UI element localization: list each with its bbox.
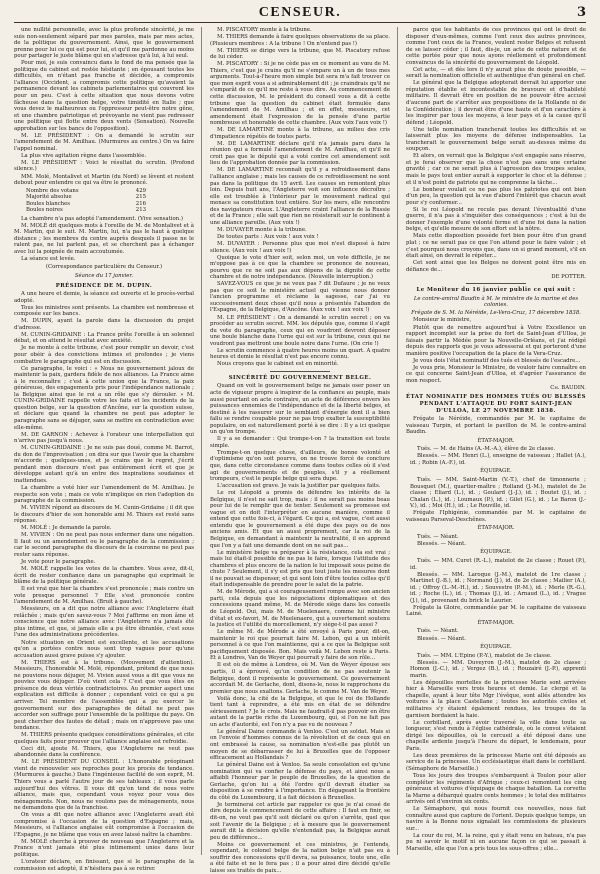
article-paragraph: Le corbillard, après avoir traversé la ville dans toute sa longueur, s'est rendu à l'église cathédrale, où le convoi s'étaient dirigé les dépouilles, où le cercueil a été déposé dans une chapelle ardente jusqu'à l'heure du départ, le lendemain, pour Paris. — [406, 719, 586, 752]
article-paragraph: M. PISCATORY : Si je ne cède pas en ce moment au vœu de M. Thiers, c'est que je crains qu'il ne s'empare un à un de tous mes arguments. Tout-à-l'heure mon simple but sera m'a fait trouver ce que mon esprit vous a si admirablement dit ; je craindrais qu'il ne s'emparât de ce qu'il me reste à vous dire. Au commencement de cette discussion, M. le président du conseil vous a dit à cette tribune que la question du cabinet était formulée dans l'amendement de M. Amilhau ; et en effet, messieurs, cet amendement était l'expression de la pensée d'une partie nombreuse et honorable de cette chambre. (Aux voix l'aux voix !) — [210, 61, 390, 127]
section-heading: ÉTAT NOMINATIF DES HOMMES TUÉS OU BLESSÉS PENDANT L'ATTAQUE DU FORT SAINT-JEAN D'ULLOA, LE 27 NOVEMBRE 1838. — [406, 394, 587, 414]
article-paragraph: M. PISCATORY monte à la tribune. — [217, 27, 312, 33]
article-paragraph: Je ne monte à cette tribune, c'est pour remplir un devoir, c'est pour obéir à des convictions intimes et profondes ; je viens combattre le paragraphe qui est en discussion. — [14, 345, 194, 365]
article-paragraph: M. VIVIEN : On ne peut pas nous enfermer dans une négation. Il faut ou un amendement ou le paragraphe de la commission ; car le second paragraphe du discours de la couronne ne peut pas rester sans réponse. — [14, 532, 194, 558]
article-paragraph: SAVEZ-VOUS ce que je ne veux pas ? dit Dufaure ; je ne veux pas que ce soit le ministère actuel qui vienne nous donner l'ancien programme et réclame la sagesse, car j'ai vu successivement deux chose qu'il nous a présentés l'abandon de l'Espagne, de la Belgique, d'Ancône. (Aux voix ! aux voix !) — [210, 281, 390, 314]
column-2 — [210, 27, 390, 874]
section-separator — [466, 283, 526, 284]
casualty-entry: Blessés. — MM. Henri (L.), enseigne de vaisseau ; Hallet (A.), id. ; Robin (A.-F.), id. — [410, 453, 586, 466]
article-paragraph: Je vous dois l'état nominatif des tués et blessés de l'escadre... — [413, 357, 581, 364]
article-paragraph: M. MOLÉ : Je demande la parole. — [21, 525, 112, 532]
column-divider — [397, 27, 398, 855]
article-paragraph: M. DE LAMARTINE reconnaît qu'il y a refroidissement dans l'alliance anglaise ; mais les causes de ce refroidissement ne sont pas dans la politique du 15 avril. Les causes en remontent plus loin. Depuis huit ans, l'Angleterre voit son influence décroître ; elle est troublée à l'intérieur par le mouvement radical qui menace sa constitution tout entière. Sur les mers, elle rencontre des navigateurs rivaux. L'Angleterre craint l'alliance de la Russie et de la France ; elle sait que rien ne résisterait sur le continent à une alliance pareille. (Aux voix !) — [210, 167, 390, 226]
article-paragraph: Trompe-t-on quelque chose, d'ailleurs, de bonne volonté et d'optimisme qu'on soit pourvu, on ne trouve forcé de conclure que, dans cette circonstance comme dans toutes celles où il s'est agi de gouvernements et de peuples, s'il y a réellement trompeurs, c'est le peuple belge qui sera dupe. — [210, 449, 390, 483]
article-paragraph: M. DUVAYER : Personne plus que moi n'est disposé à faire silence. (Aux voix ! aux voix !) — [210, 241, 390, 254]
article-paragraph: MM. Molé, Montalivet et Martin (du Nord) se lèvent et restent debout pour entendre ce qui va être le prononcé. — [14, 173, 194, 187]
article-paragraph: Frégate la Gloire, commandée par M. le capitaine de vaisseau Lainé. — [406, 604, 586, 618]
casualty-entry: Tués. — MM. Curet (R.-L.), matelot de 2e classe ; Rouet (P.), id. — [410, 558, 586, 571]
casualty-entry: Tués. — M. de Hains (A.-M.-A.), élève de 2e classe. — [417, 446, 556, 453]
article-paragraph: Quoique le vote d'hier soit, selon moi, un vote difficile, je ne m'oppose pas à ce que la chambre se prononce de nouveau, pourvu que ce ne soit pas aux dépens de la dignité de cette chambre et de notre indépendance. (Nouvelle interruption.) — [210, 254, 390, 281]
centered-note: ÉQUIPAGE. — [480, 468, 512, 475]
section-separator — [270, 371, 330, 372]
vote-count: 215 — [135, 194, 146, 201]
article-paragraph: Cet sont ainsi que les Belges ne doivent point être mis en défiance de... — [406, 260, 586, 273]
section-heading: SINCÉRITÉ DU GOUVERNEMENT BELGE. — [228, 374, 372, 381]
article-paragraph: Les deux premières de la princesse Marie ont été déposés au service de la princesse. Un ecclésiastique était dans le corbillard. (Sémaphore de Marseille.) — [406, 752, 586, 772]
article-paragraph: Quand on voit le gouvernement belge ne jamais oser poser un acte de vigueur propre à inspirer de la confiance au peuple, mais aussi pourtant on acte contraire, un acte de déférence envers les puissances ennemies de l'indépendance et de la liberté belges, et destiné à les rassurer sur le semblant d'énergie dont il a bien fallu se rendre coupable pour ne pas trop exalter la susceptibilité populaire, on est naturellement porté à se dire : Il y a ici quelque un qu'on trompe. — [210, 383, 390, 436]
vote-label: Nombre des votans — [26, 187, 79, 194]
article-paragraph: M. DUPIN, ayant la parole dans la discussion du projet d'adresse. — [14, 318, 194, 331]
article-paragraph: De toutes parts : Aux voix ! aux voix ! — [217, 233, 319, 240]
article-paragraph: Je vous prie, Monsieur le Ministre, de vouloir faire connaître en ce qui concerne Saint-Jean d'Ulloa, et d'agréer l'assurance de mon respect. — [406, 364, 587, 384]
article-paragraph: Le ministère belge va préparer à la résistance, cela est vrai ; mais lui était-il possible de ne pas le faire, lorsque l'attitude des chambres et plus encore de la nation le lui imposait sous peine de chute ? Seulement, il s'y est pris que tout juste les mesures dont il ne pouvait se dispenser, et qui sont loin d'être toutes celles qu'il était indispensable de prendre pour le salut de la patrie. — [210, 549, 390, 589]
article-paragraph: On vous a dit que notre alliance avec l'Angleterre avait été compromise à l'occasion de la question d'Espagne ; mais, Messieurs, si l'alliance anglaise eût compromise à l'occasion de l'Espagne, je ne blâme que vous en avez laissé naître la chambre. — [14, 812, 194, 838]
vote-result-table — [26, 188, 146, 214]
article-paragraph: La plus vive agitation règne dans l'assemblée. — [21, 152, 147, 159]
article-paragraph: Le scrutin commence à quatre heures moins un quart. A quatre heures et demie le résultat n'est pas encore connu. — [210, 347, 390, 361]
article-paragraph: M. DUVAYER monte à la tribune. — [217, 226, 307, 233]
article-paragraph: La séance est levée. — [21, 255, 76, 262]
article-paragraph: M. LE PRÉSIDENT : Voici le résultat du scrutin. (Profond silence.) — [14, 159, 194, 173]
article-paragraph: Voilà donc, la cité de la Belgique, et que le roi de Hollande tient tant à reprendre, a été mis en état de se défendre sérieusement ? Je le crois. Mais ne faudrait-il pas pouvoir en être autant de la partie riche du Luxembourg, qui, si l'on ne fait pas un acte d'autorité, est l'on n'y a pas vu de nouveau ? — [210, 695, 390, 728]
column-divider — [201, 27, 202, 855]
centered-note: ÉTAT-MAJOR. — [477, 525, 515, 532]
centered-note: ÉTAT-MAJOR. — [477, 437, 515, 444]
article-paragraph: Tous les ministres sont présents. La chambre est nombreuse et composée sur les bancs. — [14, 304, 194, 318]
article-paragraph: M. DE LAMARTINE monte à la tribune, au milieu des cris d'impatience répétés de toutes parts. — [210, 127, 390, 140]
article-paragraph: Ceci dit, ajoute M. Thiers, que l'Angleterre ne veut pas abandonnée dans la conférence. — [14, 745, 194, 759]
centered-note: ÉQUIPAGE. — [480, 549, 512, 556]
article-paragraph: L'orateur déclare, en finissant, que si le paragraphe de la commission est adopté, il n'hésitera pas à se retirer. — [14, 859, 194, 872]
article-paragraph: Ce paragraphe, le voici : « Nous ne gouvernement jaloux de maintenir la paix, gardera fidèle de nos alliances. La France aime à le reconnaître ; c'est à cette union que la France, la paix généreuse, des engagements pris pour l'indépendance nationale ; la Belgique ainsi que le roi a un rôle que s'y dérouler. » M. CUNIN-GRIDAINE rappelle votre les faits et les incidents de la question belge, sur la question d'Ancône, sur la question suisse, et déclare que quand la chambre ne peut pas adopter le paragraphe sans se déjuger, sans se mettre en contradiction avec elle-même. — [14, 365, 194, 431]
column-1 — [14, 27, 194, 872]
article-paragraph: Le roi Léopold a promis de défendre les intérêts de la Belgique, il n'est ne sait trop, mais ; il ne serait pas moins beau pour lui de le remplir que de tenter. Seulement sa promesse est vague et on doit l'interpréter en aucune manière, comme il entend que cette fois-ci, à l'égard. Ce qui a, est vague, c'est aussi entendu que le gouvernement a été dupe des pays ou de nos anciens amis. Et que un aussi proprement, car la roi de la Belgique, en demandant à maintenir la neutralité, il en apprend que l'on y a fait une demande dont on ne sait pas... — [210, 490, 390, 549]
vote-count: 213 — [135, 207, 146, 214]
article-paragraph: Tous les jours des troupes s'embarquent à Toulon pour aller compléter les régiments d'Afrique ; ceux-ci remontent les cinq généraux et voitures d'équipage de chaque bataillon. La corvette la Marne a débarqué quatre cents hommes ; le total des militaires arrivés ont d'environ six cents. — [406, 772, 586, 806]
article-paragraph: Frégate la Néréide, commandée par M. le capitaine de vaisseau Turpin, et portant le pavillon de M. le contre-amiral Baudin. — [406, 416, 586, 436]
section-heading: Le Moniteur du 16 janvier publie ce qui suit : — [416, 287, 576, 294]
signature-line: DE POTTER. — [551, 273, 586, 280]
article-paragraph: M. MOLÉ cherche à prouver de nouveau que l'Angleterre et la France n'ont jamais été plus intimement unies dans leur politique. — [14, 838, 194, 859]
article-paragraph: Le bonheur voulait ce ne pas plus les patriotes qui ont bien d'un peu, la question qui la vue d'abord l'intérêt que chacun avait pour s'y conformer... — [406, 186, 586, 206]
casualty-entry: Blessés. — MM. Duveyron (J.-M.), matelot de 2e classe ; Homon (J.-C.), id. ; Vergez (B.), id. ; Rouzairé (J.-P.), apprenti marin. — [410, 659, 586, 679]
newspaper-title: CENSEUR. — [258, 5, 342, 20]
article-paragraph: Une telle nomination trancherait toutes les difficultés et se laisserait plus les moyens de défense indispensables. La trancherait le gouvernement belge serait au-dessus même du soupçon. — [406, 126, 586, 153]
article-paragraph: Les dépouilles mortelles de la princesse Marie sont arrivées hier à Marseille vers trois heures et demie. Le clergé et la chapelle, ayant à leur tête Mgr l'évêque, sont allés attendre les voitures à la place Castellane ; toutes les autorités civiles et militaires s'y étaient également rendues, les troupes de la garnison bordaient la haie. — [406, 679, 586, 719]
subheading: Séance du 17 janvier. — [74, 273, 134, 279]
article-paragraph: La chambre n'a pas adopté l'amendement. (Vive sensation.) — [21, 215, 183, 222]
article-paragraph: La chambre a voté hier sur l'amendement de M. Amilhau. Je respecte son vote ; mais ce vote n'implique en rien l'adoption du paragraphe de la commission. — [14, 484, 194, 505]
article-paragraph: M. THIERS se dirige vers la tribune, que M. Piscatory refuse de lui céder. — [210, 47, 390, 61]
article-paragraph: La cour du roi, M. la reine, qui y était venu en bateau, n'a pas pu ni savoir le motif ni en aucune façon ce qui se passait à Marseille, elle que l'on a pris tous les sous-offres ; elle... — [406, 832, 586, 852]
article-paragraph: Il est vrai que hier la chambre s'est prononcée ; mais contre un vote presque personnel ? Elle s'est prononcée contre l'amendement de M. Amilhau. (Bruit à gauche). — [14, 586, 194, 606]
article-paragraph: Pour moi, je suis convaincu dans le fond de ma pensée que la politique du cabinet est restée hésitante ; en épousant toutes les difficultés, en n'étant pas franche et décidée, a compromis l'alliance (Occident, a compromis cette politique qu'avaient la permanence devant les cabinets parlementaires qui couvrent les pour un peu. C'est à cette situation que nous devons votre fâcheuse dans la question belge, votre timidité en Italie ; que vous devez le malheureux ou l'oppresseur peut-être notre gêne, et une chambre patriotique et prévoyante ne vient pas redresser une politique qui flotte entre deux vents (Sensation). Nouvelle approbation sur les bancs de l'opposition). — [14, 60, 194, 132]
casualty-entry: Tués. — MM. Saint-Martin (V.-T.), chef de timonnerie ; Bousquet (M.), quartier-maître ; Rolland (J.-M.), matelot de 3e classe ; Eliard (L.), id. ; Goulard (J.-J.), id. ; Boutet (J.), id. ; Chalan (L.), id. ; Loumaux (P.), id. ; Gilet (G.), id. ; Le Baron (J.-V.), id. ; Moi (H.), id. ; Le Rouville, id. — [410, 477, 586, 510]
article-paragraph: M. THIERS demande à faire quelques observations de sa place. (Plusieurs membres : A la tribune ! On n'entend pas !) — [210, 34, 390, 47]
signature-line: Ch. BAUDIN. — [550, 384, 586, 391]
article-paragraph: M. LE PRÉSIDENT : On a demandé le scrutin sur l'amendement de M. Amilhau. (Murmures au centre.) On va faire l'appel nominal. — [14, 132, 194, 152]
subheading: Le contre-amiral Baudin à M. le ministre de la marine et des colonies. — [413, 295, 579, 309]
article-paragraph: Le même M. de Mérode a été envoyé à Paris pour, dit-on, maintenir le roi que pourrait faire M. Lebon, qui a un intérêt personnel à ce que l'on maintienne, qui a ce que la Belgique soit pacifiquement disposée. Bon. Mais voilà M. Lebon reste à Paris. Et à Londres, Van de Weyer qui pourrait y faire de son rôle... — [210, 629, 390, 662]
vote-label: Boules noires — [26, 207, 63, 214]
article-paragraph: Moins ce gouvernement et ces ministres, je l'entends, cependant, le colonel belge de la nation belge n'ait pas eu à souffrir des concessions qu'il devra, sa puissance, toute une, elle a été faite et ne le fera pas ; il a pour ainsi dire décidé qu'elle laisse ses traités de paix... — [210, 841, 390, 874]
masthead — [14, 4, 586, 23]
article-paragraph: Je vote pour le paragraphe. — [21, 558, 96, 565]
casualty-entry: Blessés. — Néant. — [417, 635, 466, 642]
column-3 — [406, 27, 586, 855]
article-paragraph: A une heure et demie, la séance est ouverte et le procès-verbal adopté. — [14, 291, 194, 304]
casualty-entry: Tués. — MM. L'Epine (P.-Y.), matelot de 3e classe. — [417, 652, 552, 659]
casualty-entry: Blessés. — Néant. — [417, 540, 466, 547]
vote-count: 216 — [135, 200, 146, 207]
centered-note: ÉTAT-MAJOR. — [477, 619, 515, 626]
vote-row — [26, 207, 146, 214]
article-paragraph: Messieurs, on a dit que notre alliance avec l'Angleterre était relâchée ; mais qu'en savez-vous ? Moi j'affirme en mon âme et conscience que notre alliance avec l'Angleterre n'a jamais été plus intime, et que, si jamais elle a pu être ébranlée, c'est sous l'une des administrations précédentes. — [14, 606, 194, 639]
centered-note: ÉQUIPAGE. — [480, 644, 512, 651]
article-paragraph: M. CUNIN-GRIDAINE : La France prête l'oreille à un solennel débat, et on attend le résultat avec anxiété. — [14, 331, 194, 345]
article-paragraph: Si le roi Léopold ne recule pas devant l'éventualité d'une guerre, il n'a pas à s'inquiéter des conséquences ; c'est à lui de donner l'exemple d'une volonté ferme et d'une foi dans la nation belge, et qu'elle mesure de son effort est la nôtre. — [406, 206, 586, 233]
article-paragraph: Nous croyons que le cabinet est en minorité. — [217, 361, 339, 368]
article-paragraph: Plutôt que de remettre aujourd'hui à Votre Excellence un rapport incomplet sur la prise du fort de Saint-Jean d'Ulloa, je faisais partir la Médée pour la Nouvelle-Orléans, et j'ai rédigé depuis des rapports que je vous adresserai et qui porteront d'une manière positive l'occupation de la place de la Vera-Cruz. — [406, 324, 586, 357]
article-paragraph: M. THIERS présente quelques considérations générales, et cite quelques faits pour prouver que l'alliance anglaise est refroidie. — [14, 732, 194, 745]
article-paragraph: Le Sémaphore, qui nous fournit ces nouvelles, nous fait connaître aussi que capture de l'orient. Depuis quelque temps, un navire à la Bonne nous signalait les commissions de plusieurs sur... — [406, 806, 586, 832]
page-number: 3 — [576, 5, 586, 20]
article-paragraph: Il est où de même à Londres, où M. Van de Weyer épouse ses partis, il a éprouvé, qu'un condition de ne pas soutenir la Belgique, dont il représente le gouvernement. Ce gouvernement accordait M. de Gerlache, dont, disons-le, nous le rapprochons du premier que nous exaltons. Gerlache, le comme M. Van de Weyer. — [210, 662, 390, 695]
article-paragraph: Et alors, on verrait que la Belgique s'est engagée sans réserve, et je ferai observer que la chose n'est pas sans une certaine gravité ; car ce ne serait plus à l'agression des troupes seules, mais le pays tout entier aurait à supporter le choc et la défense ; et il n'est point de patriote qui ne comprenne la tâche... — [406, 153, 586, 186]
article-paragraph: Je terminerai cet article par rappeler ce que je n'ai cessé de dire depuis le commencement de cette affaire : Il faut en finir, se dit-on, ne veut pas qu'il soit déclaré ou qu'on s'arrête, quel que soit l'avenir de la Belgique ; et à mesure que le gouvernement aurait dit la décision qu'elle n'entendait pas, la Belgique aurait peu de différence... — [210, 801, 390, 841]
article-paragraph: Mais cette disposition possède fort bien pour être d'un grand plat ; ce ne serait pas ce que l'on attend pour le faire valoir ; et c'est pourquoi nous croyons que, dans un si grand moment, s'il en était ainsi, on devrait le répéter... — [406, 233, 586, 260]
vote-label: Boules blanches — [26, 200, 70, 207]
section-heading: PRÉSIDENCE DE M. DUPIN. — [55, 282, 153, 289]
article-paragraph: M. de Mérode, qui a si courageusement rompu avec son ancien parti, cela depuis que les négociations diplomatiques et des concessions quand même, M. de Mérode siège dans les conseils de Léopold. Oui, mais M. de Muelenaere, comme lui ministre d'état et ex-favori, M. de Muelenaere, qui a ouvertement soutenu la justice et l'utilité du morcellement, n'y siège-t-il pas aussi ? — [210, 589, 390, 629]
article-paragraph: L'accusation est grave. Je vais la justifier par quelques faits. — [217, 483, 381, 490]
vote-label: Majorité absolue — [26, 194, 72, 201]
article-paragraph: M. DE LAMARTINE déclare qu'il n'a jamais paru dans la réunion qui a formulé l'amendement de M. Amilhau, et qu'il ne croit pas que le député qui a voté contre cet amendement soit lieu de l'approbation donnée par la commission. — [210, 140, 390, 167]
casualty-entry: Tués. — Néant. — [417, 628, 459, 635]
article-paragraph: Frégate l'Iphigénie, commandée par M. le capitaine de vaisseau Parseval-Deschênes. — [406, 510, 586, 523]
article-paragraph: Le général Daine commande à Venloo. C'est un soldat. Mais si on l'envoie d'hommes connus de la révolution et de ceux qui en ont embrassé la cause, sa nomination n'est-elle pas plutôt un moyen de se débarrasser de lui à Bruxelles que de l'opposer efficacement au Hollandais ? — [210, 728, 390, 762]
casualty-entry: Tués. — Néant. — [417, 533, 459, 540]
article-paragraph: une nullité personnelle, avec la plus profonde sincérité, je me suis non-seulement séparé par mes paroles, mais par mes actes, de la politique du gouvernement. Ainsi, que le gouvernement prenne pour lui ce qui est pour lui, et qu'il me pardonne au moins pour partager le juste blâme qui en s'adresse qu'à lui, à lui seul. — [14, 27, 194, 60]
article-paragraph: M. VIVIEN répond au discours de M. Cunin-Gridaine ; il dit que le discours d'hier de son honorable ami M. Thiers est resté sans réponse. — [14, 505, 194, 525]
article-paragraph: Le général que la Belgique adopterait devrait lui apporter une réputation établie et incontestable de bravoure et d'habileté militaire. Il devrait être en position de ne pouvoir être accusé d'aucune part de s'arrêter aux propositions de la Hollande ni de la Confédération ; il devrait être d'une haute et d'un caractère à les inspirer par tous les moyens, à leur pays et à la cause qu'il défend ; Léopold. — [406, 80, 586, 126]
article-paragraph: Il y a se demander : Qui trompe-t-on ? la transition est toute simple. — [210, 436, 390, 449]
article-paragraph: Notre situation en Orient est excellente, et les accusations qu'on a portées contre nous sont trop vagues pour qu'une accusation aussi grave puisse s'y ajouter. — [14, 639, 194, 659]
article-paragraph: M. LE PRÉSIDENT DU CONSEIL : L'honorable préopinant vient de renouveler ses reproches pour les procès de tendance. (Murmures à gauche.) Dans l'ingénieuse facilité de son esprit, M. Thiers vous a parlé l'autre jour de ses tableaux ; il vous parle aujourd'hui des vôtres. Il vous dit qu'on tend de nous voire alliance, mais que, cependant vous voyez pour vous des ménagements. Non, nous ne voulons pas de ménagements, nous ne demandons que de la franchise. — [14, 759, 194, 812]
article-paragraph: parce que les habitants de ces provinces qui ont le droit de disposer d'eux-mêmes, comme l'ont ceux des autres provinces, comme l'ont ceux de la France, veulent rester Belges et refusent de se laisser céder ; il faut, dis-je, un acte de cette nature et de cette portée pour que nous ayons réellement et profondément convaincus de la sincérité du gouvernement de Léopold. — [406, 27, 586, 66]
article-paragraph: Le général Daine est à Venloo. Sa seule consolation est qu'une nomination qui va confier la défense du pays, et ainsi nous a affaibli l'honneur par le peuple de Bruxelles, de la question de Gerlache, qu'on lui a ôté l'ordre qu'il devrait étudier sa disposition à se rendre à l'importance. En dégageant la frontière du côté du Luxembourg, il a fait décision à Bruxelles. — [210, 762, 390, 801]
centered-note: (Correspondance particulière du Censeur.) — [45, 264, 163, 271]
vote-count: 429 — [135, 187, 146, 194]
article-paragraph: M. CUNIN-GRIDAINE : Je ne suis pas doué, comme M. Barrot, du don de l'improvisation ; on dira sur que l'avoir que la chambre m'accorde ; quelques-unes, et je crains que le regret, j'écrit pendant mon discours n'est pas entièrement écrit et que je développe autant qu'à un entre des inspirations soudaines et inattendues. — [14, 445, 194, 484]
subheading: Frégate de S. M. la Néréide, Le-Vera-Cruz, 17 décembre 1838. — [411, 309, 581, 316]
casualty-entry: Blessés. — MM. Laroque (J.-M.), matelot de 1re classe ; Martinet (J.-B.), id. ; Normand (J.), id. de 2e classe ; Mailier (A.), id. ; Offroy (L.-M.-H.), id. ; Souvestre (P.-M.), id. ; Merle (R.-G.), id. ; Roche (L.), id. ; Thomas (J.), id. ; Arnaud (L.), id. ; Vrague (J.), id., provenant du brick le Laurier. — [410, 571, 586, 604]
article-paragraph: M. MOLÉ rappelle les votes de la chambre. Vous avez, dit-il, écrit de rester confiance dans un paragraphe qui exprimait le blâme de la politique générale. — [14, 566, 194, 586]
article-paragraph: M. DE GARNON : Achevez à l'orateur une interpellation qui n'arrive pas jusqu'à nous. — [14, 431, 194, 445]
article-paragraph: M. THIERS est à la tribune. (Mouvement d'attention). Messieurs, l'honorable M. Molé, répondant, prétend de que nous ne pouvions nous déjuger, M. Vivien aussi vous a dit que vous ne pouviez vous déjuger. D'où vient cela ? C'est que vous êtes en présence de deux vérités contradictoires. Au premier aspect une explication est difficile à donner ; cependant voici ce qui a pu arriver. Tel membre de l'assemblée qui a pu exercer le gouvernement sur des paragraphes de détail ne peut pas accorder son suffrage pour l'ensemble de la politique du pays. On peut chercher des fautes de détail ; mais on n'approuve pas une tendance. — [14, 659, 194, 732]
article-paragraph: Cet acte, — et dès lors il n'y aurait plus de doute possible, — serait la nomination officielle et authentique d'un général en chef. — [406, 66, 586, 80]
article-paragraph: Monsieur le ministre, — [413, 317, 472, 324]
article-paragraph: M. LE PRÉSIDENT : On a demandé le scrutin secret ; on va procéder au scrutin secret. MM. les députés que, comme il s'agit du vote du paragraphe, ceux qui en voudront devront déposer une boule blanche dans l'urne qui est sur la tribune, ceux qui ne voudront pas mettront une boule noire dans l'urne. (On crie !) — [210, 314, 390, 347]
article-paragraph: M. MOLÉ dit quelques mots à l'oreille de M. de Montalivet et à M. Martin, qui le suit. M. Martin, lui, n'a pas le haut à quelque distance ; les membres du centre auprès desquels il passe ne le ralent pas, ne lui parlent pas, et se cherchent pas à échanger avec lui la poignée de main accoutumée. — [14, 222, 194, 255]
